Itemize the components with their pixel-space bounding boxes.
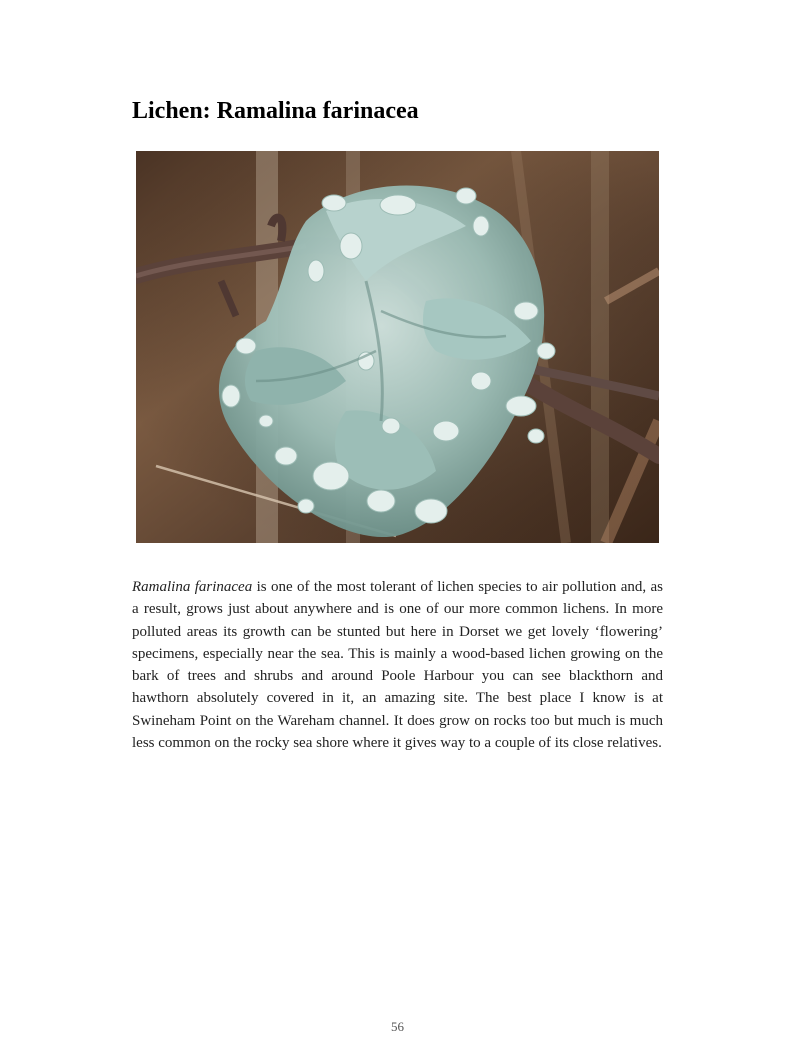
species-name: Ramalina farinacea xyxy=(132,579,253,595)
lichen-photo xyxy=(136,151,659,543)
page-number: 56 xyxy=(391,1019,404,1034)
paragraph-text: is one of the most tolerant of lichen species to air pollution and, as a result, grows just about anywhere and is one of our more common lichens. In more polluted areas its growth can be stunted but here in Dorset we get lovely ‘flowering’ specimens, especially near the sea. This is mainly a wood-based lichen growing on the bark of trees and shrubs and around Poole Harbour you can see blackthorn and hawthorn absolutely covered in it, an amazing site. The best place I know is at Swineham Point on the Wareham channel. It does grow on rocks too but much is much less common on the rocky sea shore where it gives way to a couple of its close relatives. xyxy=(132,579,663,752)
page-title: Lichen: Ramalina farinacea xyxy=(132,98,419,124)
body-paragraph xyxy=(132,576,663,754)
